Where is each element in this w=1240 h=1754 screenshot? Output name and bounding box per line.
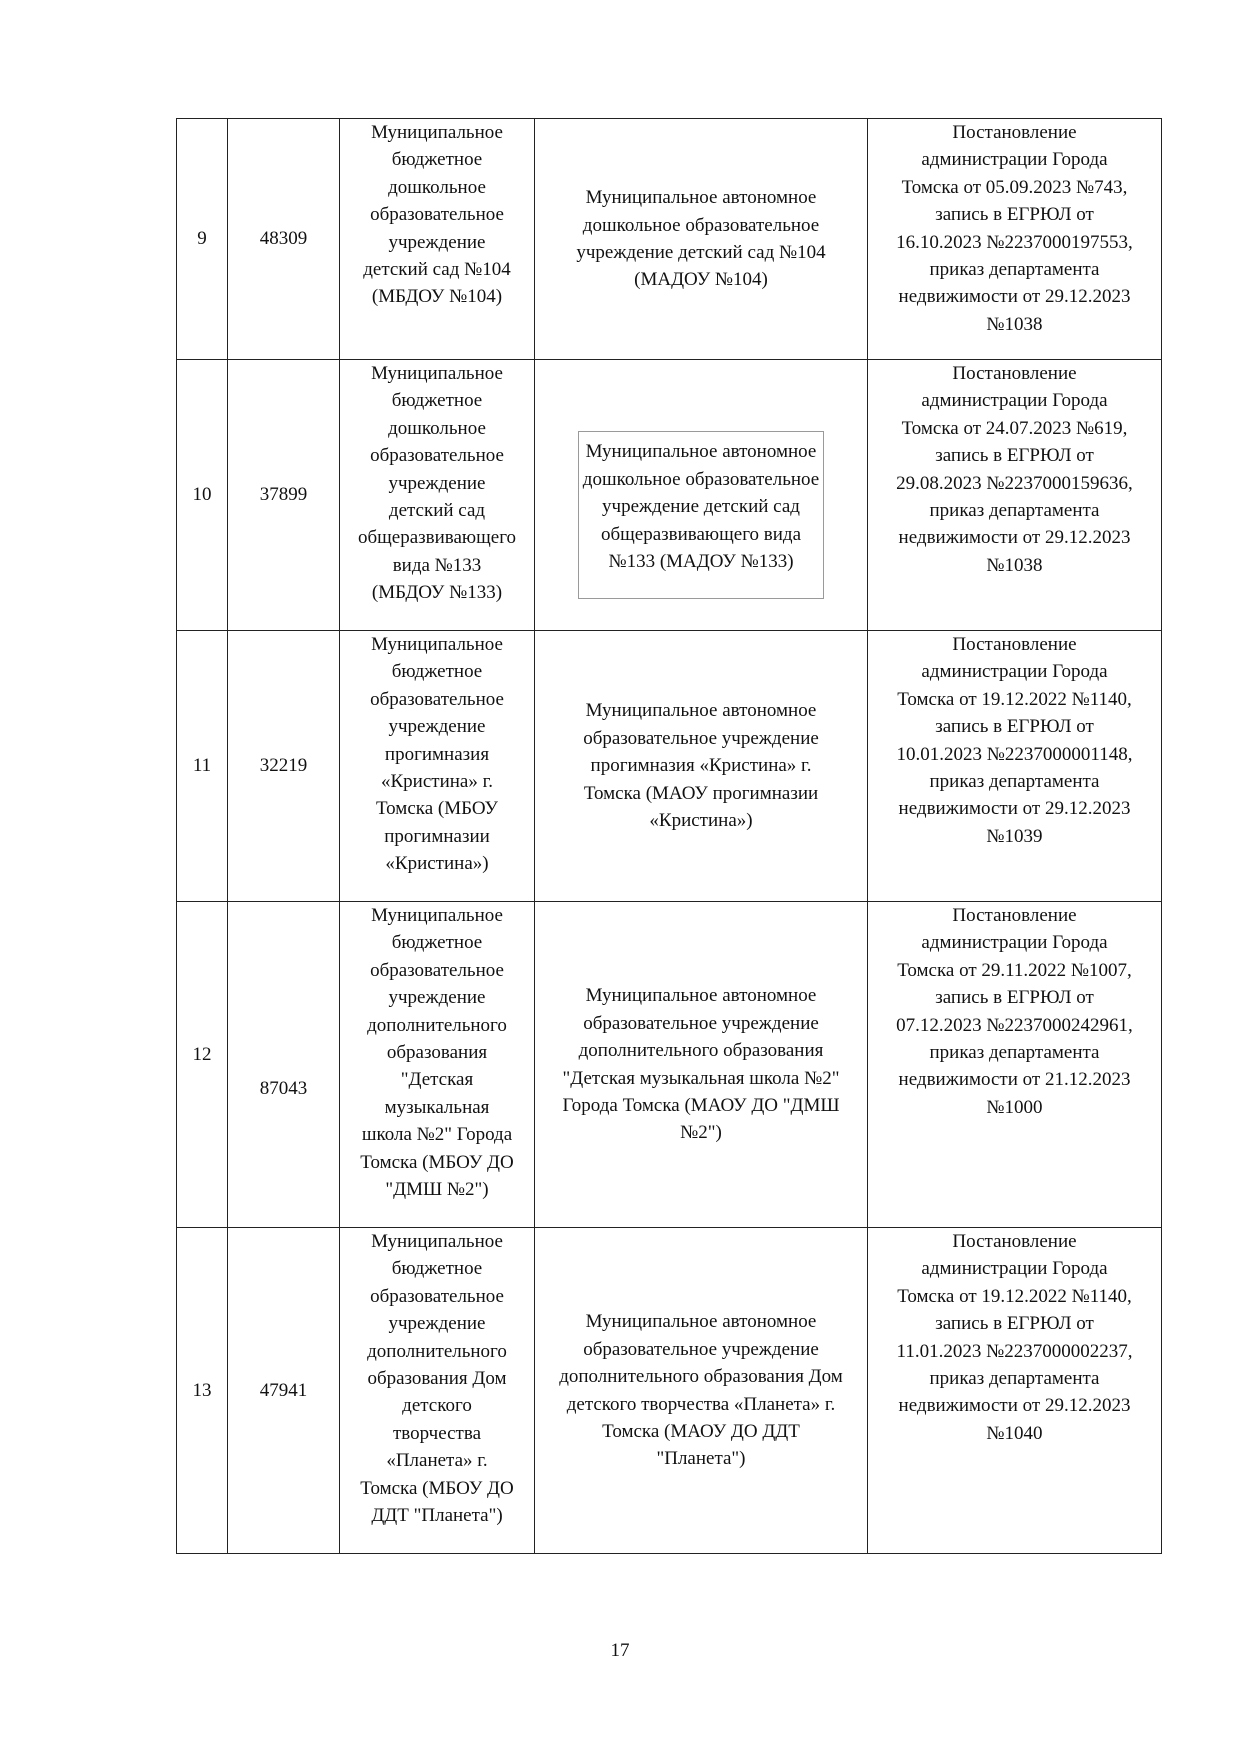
document-line: №1040 [986,1422,1043,1444]
document-line: администрации Города [921,390,1108,412]
old_name-line: образовательное [370,688,504,710]
row-number: 11 [192,755,212,777]
document-line: приказ департамента [929,1368,1100,1390]
new_name-line: Муниципальное автономное [585,1311,817,1333]
new_name-line: дополнительного образования [578,1040,824,1062]
new_name-line: "Детская музыкальная школа №2" [562,1067,840,1089]
old_name-line: (МБДОУ №133) [371,582,503,604]
old_name-line: вида №133 [392,554,482,576]
new_name-line: «Кристина») [649,810,753,832]
document-line: приказ департамента [929,259,1100,281]
row-number: 13 [192,1379,212,1401]
document-line: Постановление [952,634,1077,655]
old_name-line: дополнительного [367,1340,507,1362]
old_name-line: учреждение [388,231,486,253]
old_name-line: детский сад №104 [363,259,511,281]
new_name-line: учреждение детский сад [602,496,800,518]
old_name-line: "ДМШ №2") [385,1179,489,1201]
new_name-line: образовательное учреждение [583,1012,819,1034]
document-line: запись в ЕГРЮЛ от [935,445,1094,467]
new-name-cell [535,1228,868,1554]
old_name-line: дошкольное [388,417,486,439]
new_name-line: Томска (МАОУ прогимназии [583,782,819,804]
old_name-line: учреждение [388,716,486,738]
document-line: 10.01.2023 №2237000001148, [896,743,1133,765]
old_name-line: прогимназия [384,743,490,765]
document-line: недвижимости от 29.12.2023 [898,798,1131,820]
document-line: администрации Города [921,149,1108,171]
new_name-line: дополнительного образования Дом [559,1366,843,1388]
document-line: Томска от 19.12.2022 №1140, [897,688,1132,710]
new_name-line: Города Томска (МАОУ ДО "ДМШ [562,1094,840,1116]
registry-number: 47941 [259,1379,308,1401]
document-line: администрации Города [921,1258,1108,1280]
new-name-box [578,431,824,598]
registry-number: 32219 [259,755,308,777]
row-number-cell [177,631,228,902]
old_name-line: прогимназии [384,825,490,847]
new_name-line: общеразвивающего вида [600,523,801,545]
document-line: Постановление [952,122,1077,143]
document-cell [868,631,1162,902]
new_name-line: детского творчества «Планета» г. [566,1393,836,1415]
registry-table [176,118,1162,1554]
document-line: 11.01.2023 №2237000002237, [896,1340,1133,1362]
old_name-line: "Детская [400,1069,474,1091]
old_name-line: бюджетное [391,932,483,954]
old_name-line: учреждение [388,472,486,494]
new_name-line: образовательное учреждение [583,1338,819,1360]
row-number-cell [177,902,228,1228]
document-line: запись в ЕГРЮЛ от [935,204,1094,226]
old_name-line: детского [402,1395,472,1417]
new_name-line: дошкольное образовательное [582,214,820,236]
document-line: №1038 [986,313,1043,335]
document-line: администрации Города [921,932,1108,954]
old_name-line: бюджетное [391,149,483,171]
new_name-line: Муниципальное автономное [585,441,817,463]
document-line: недвижимости от 29.12.2023 [898,286,1131,308]
page-number: 17 [610,1640,630,1661]
old-name-cell [340,902,535,1228]
document-line: №1038 [986,554,1043,576]
old_name-line: Томска (МБОУ [375,798,498,820]
new_name-line: Томска (МАОУ ДО ДДТ [602,1420,800,1442]
document-line: 16.10.2023 №2237000197553, [896,231,1133,253]
document-line: приказ департамента [929,771,1100,793]
old_name-line: «Кристина») [385,853,489,875]
old_name-line: Муниципальное [371,363,503,384]
old_name-line: «Планета» г. [386,1450,488,1472]
old_name-line: образовательное [370,1285,504,1307]
old_name-line: образования Дом [367,1368,507,1390]
document-line: администрации Города [921,661,1108,683]
new_name-line: образовательное учреждение [583,727,819,749]
old-name-cell [340,119,535,360]
old_name-line: образования [386,1042,488,1064]
document-line: недвижимости от 21.12.2023 [898,1069,1131,1091]
new_name-line: учреждение детский сад №104 [576,242,826,263]
old_name-line: дошкольное [388,176,486,198]
document-line: Постановление [952,1231,1077,1252]
new_name-line: №2") [680,1122,722,1144]
new_name-line: №133 (МАДОУ №133) [608,551,794,573]
registry-number-cell [228,1228,340,1554]
document-line: №1000 [986,1096,1043,1118]
document-line: №1039 [986,825,1043,847]
new_name-line: (МАДОУ №104) [634,269,768,291]
row-number-cell [177,119,228,360]
row-number: 12 [192,1043,212,1065]
old_name-line: дополнительного [367,1014,507,1036]
old_name-line: творчества [392,1422,482,1444]
new-name-cell [535,902,868,1228]
row-number: 9 [197,228,207,250]
old_name-line: Муниципальное [371,1231,503,1252]
document-line: запись в ЕГРЮЛ от [935,987,1094,1009]
document-line: Томска от 19.12.2022 №1140, [897,1285,1132,1307]
new_name-line: Муниципальное автономное [585,985,817,1007]
document-line: Постановление [952,905,1077,926]
document-line: Постановление [952,363,1077,384]
old_name-line: образовательное [370,959,504,981]
document-cell [868,119,1162,360]
table-row [177,119,1162,360]
old_name-line: Томска (МБОУ ДО [360,1151,514,1173]
row-number-cell [177,360,228,631]
table-row [177,1228,1162,1554]
row-number: 10 [192,484,212,506]
old-name-cell [340,631,535,902]
document-line: запись в ЕГРЮЛ от [935,716,1094,738]
new-name-cell [535,631,868,902]
new_name-line: прогимназия «Кристина» г. [590,755,812,777]
document-line: приказ департамента [929,1042,1100,1064]
document-cell [868,360,1162,631]
registry-number-cell [228,631,340,902]
old_name-line: Муниципальное [371,634,503,655]
document-line: недвижимости от 29.12.2023 [898,527,1131,549]
registry-number-cell [228,902,340,1228]
document-cell [868,902,1162,1228]
registry-number-cell [228,360,340,631]
document-line: приказ департамента [929,500,1100,522]
old_name-line: Муниципальное [371,122,503,143]
new-name-cell [535,119,868,360]
old_name-line: детский сад [388,500,486,522]
old_name-line: бюджетное [391,390,483,412]
old-name-cell [340,360,535,631]
new_name-line: Муниципальное автономное [585,187,817,209]
table-row [177,902,1162,1228]
table-row [177,360,1162,631]
old_name-line: общеразвивающего [357,527,517,549]
new_name-line: Муниципальное автономное [585,700,817,722]
new_name-line: дошкольное образовательное [582,468,820,490]
row-number-cell [177,1228,228,1554]
old_name-line: музыкальная [384,1096,490,1118]
document-line: 07.12.2023 №2237000242961, [896,1014,1133,1036]
document-line: Томска от 29.11.2022 №1007, [897,959,1132,981]
document-line: Томска от 05.09.2023 №743, [901,176,1128,198]
document-line: запись в ЕГРЮЛ от [935,1313,1094,1335]
registry-number-cell [228,119,340,360]
registry-number: 87043 [259,1077,308,1099]
registry-number: 37899 [259,484,308,506]
old-name-cell [340,1228,535,1554]
new-name-cell [535,360,868,631]
document-cell [868,1228,1162,1554]
old_name-line: школа №2" Города [361,1124,513,1146]
document-line: Томска от 24.07.2023 №619, [901,417,1128,439]
document-line: 29.08.2023 №2237000159636, [896,472,1133,494]
old_name-line: бюджетное [391,661,483,683]
old_name-line: «Кристина» г. [381,771,493,793]
old_name-line: бюджетное [391,1258,483,1280]
old_name-line: учреждение [388,1313,486,1335]
old_name-line: Томска (МБОУ ДО [360,1477,514,1499]
registry-number: 48309 [259,228,308,250]
old_name-line: ДДТ "Планета") [371,1505,503,1527]
old_name-line: Муниципальное [371,905,503,926]
old_name-line: (МБДОУ №104) [371,286,503,308]
old_name-line: учреждение [388,987,486,1009]
table-body [177,119,1162,1554]
table-row [177,631,1162,902]
old_name-line: образовательное [370,204,504,226]
old_name-line: образовательное [370,445,504,467]
new_name-line: "Планета") [656,1448,746,1470]
document-line: недвижимости от 29.12.2023 [898,1395,1131,1417]
